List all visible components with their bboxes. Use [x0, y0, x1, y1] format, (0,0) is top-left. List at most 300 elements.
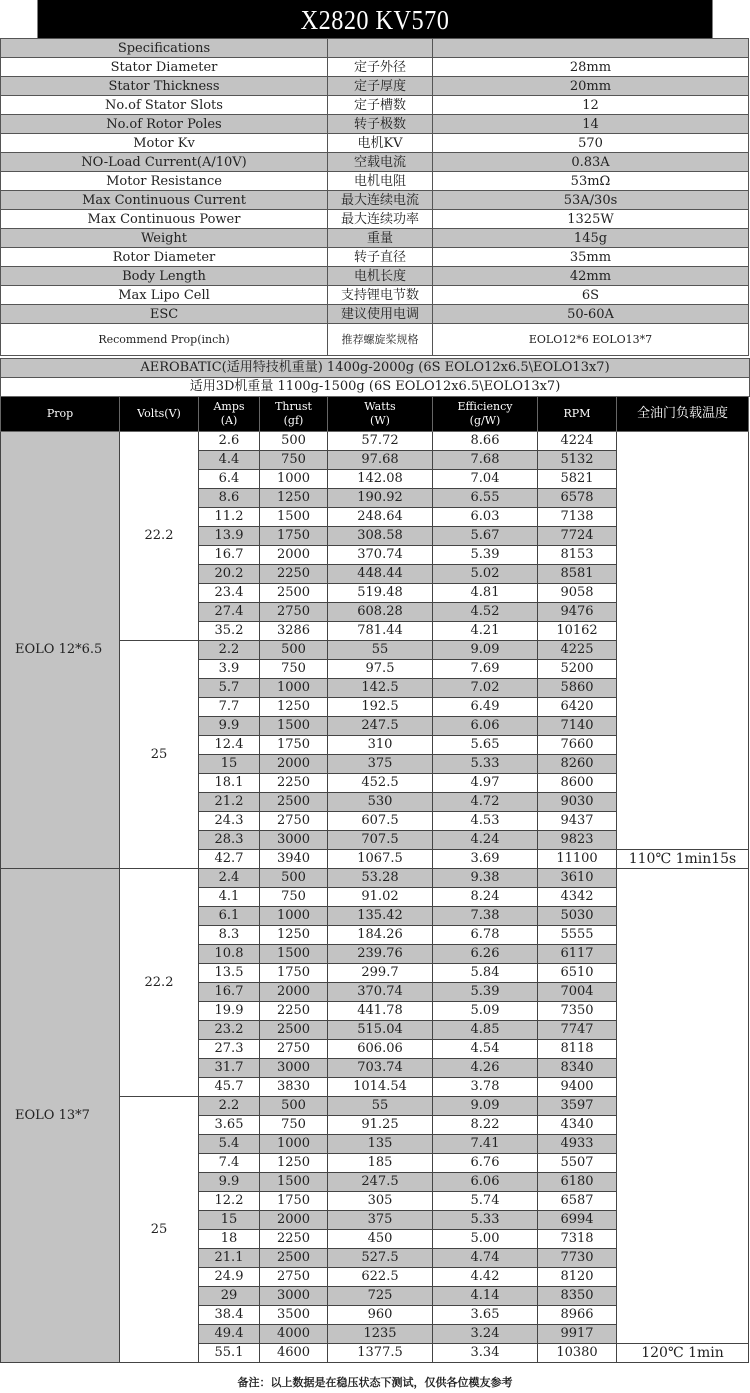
watts-cell: 135 — [328, 1135, 433, 1154]
thrust-cell: 3000 — [260, 831, 328, 850]
rpm-cell: 4342 — [538, 888, 617, 907]
efficiency-cell: 7.68 — [433, 451, 538, 470]
rpm-cell: 7724 — [538, 527, 617, 546]
watts-cell: 57.72 — [328, 432, 433, 451]
efficiency-cell: 5.33 — [433, 1211, 538, 1230]
watts-cell: 375 — [328, 1211, 433, 1230]
rpm-cell: 10380 — [538, 1344, 617, 1363]
thrust-cell: 3940 — [260, 850, 328, 869]
spec-row — [1, 248, 749, 267]
thrust-cell: 2500 — [260, 584, 328, 603]
amps-cell: 13.9 — [199, 527, 260, 546]
spec-label-en: Motor Kv — [1, 134, 328, 153]
spec-row — [1, 191, 749, 210]
amps-cell: 21.2 — [199, 793, 260, 812]
performance-table — [0, 396, 749, 1363]
watts-cell: 97.68 — [328, 451, 433, 470]
spec-label-en: No.of Stator Slots — [1, 96, 328, 115]
watts-cell: 707.5 — [328, 831, 433, 850]
watts-cell: 448.44 — [328, 565, 433, 584]
spec-value: 53A/30s — [433, 191, 749, 210]
thrust-cell: 1750 — [260, 1192, 328, 1211]
amps-cell: 18 — [199, 1230, 260, 1249]
thrust-cell: 3000 — [260, 1059, 328, 1078]
watts-cell: 97.5 — [328, 660, 433, 679]
efficiency-cell: 4.81 — [433, 584, 538, 603]
watts-cell: 519.48 — [328, 584, 433, 603]
watts-cell: 608.28 — [328, 603, 433, 622]
rpm-cell: 9400 — [538, 1078, 617, 1097]
spec-label-en: Max Continuous Power — [1, 210, 328, 229]
amps-cell: 42.7 — [199, 850, 260, 869]
spec-label-en: Stator Thickness — [1, 77, 328, 96]
amps-cell: 2.4 — [199, 869, 260, 888]
efficiency-cell: 6.06 — [433, 1173, 538, 1192]
amps-cell: 24.3 — [199, 812, 260, 831]
efficiency-cell: 5.65 — [433, 736, 538, 755]
efficiency-cell: 6.03 — [433, 508, 538, 527]
col-header-volts: Volts(V) — [120, 397, 199, 432]
watts-cell: 55 — [328, 641, 433, 660]
watts-cell: 248.64 — [328, 508, 433, 527]
watts-cell: 142.5 — [328, 679, 433, 698]
thrust-cell: 1250 — [260, 926, 328, 945]
spec-label-en: Max Lipo Cell — [1, 286, 328, 305]
rpm-cell: 4340 — [538, 1116, 617, 1135]
spec-value: 1325W — [433, 210, 749, 229]
thrust-cell: 1000 — [260, 679, 328, 698]
efficiency-cell: 8.66 — [433, 432, 538, 451]
spec-label-cn: 定子厚度 — [328, 77, 433, 96]
watts-cell: 53.28 — [328, 869, 433, 888]
spec-label-en: Recommend Prop(inch) — [1, 324, 328, 356]
amps-cell: 21.1 — [199, 1249, 260, 1268]
rpm-cell: 6180 — [538, 1173, 617, 1192]
amps-cell: 2.2 — [199, 641, 260, 660]
spec-row — [1, 115, 749, 134]
efficiency-cell: 5.09 — [433, 1002, 538, 1021]
spec-label-cn: 重量 — [328, 229, 433, 248]
rpm-cell: 7004 — [538, 983, 617, 1002]
spec-row-recommend-prop — [1, 324, 749, 356]
amps-cell: 11.2 — [199, 508, 260, 527]
spec-label-cn: 电机电阻 — [328, 172, 433, 191]
watts-cell: 239.76 — [328, 945, 433, 964]
spec-label-cn: 转子直径 — [328, 248, 433, 267]
efficiency-cell: 3.69 — [433, 850, 538, 869]
thrust-cell: 750 — [260, 451, 328, 470]
spec-label-cn: 定子槽数 — [328, 96, 433, 115]
rpm-cell: 5030 — [538, 907, 617, 926]
rpm-cell: 5821 — [538, 470, 617, 489]
watts-cell: 370.74 — [328, 546, 433, 565]
efficiency-cell: 6.76 — [433, 1154, 538, 1173]
spec-row — [1, 305, 749, 324]
amps-cell: 15 — [199, 1211, 260, 1230]
amps-cell: 27.4 — [199, 603, 260, 622]
rpm-cell: 10162 — [538, 622, 617, 641]
thrust-cell: 2250 — [260, 1230, 328, 1249]
efficiency-cell: 5.74 — [433, 1192, 538, 1211]
spec-row — [1, 96, 749, 115]
efficiency-cell: 9.38 — [433, 869, 538, 888]
rpm-cell: 8260 — [538, 755, 617, 774]
watts-cell: 185 — [328, 1154, 433, 1173]
amps-cell: 18.1 — [199, 774, 260, 793]
temp-cell: 120℃ 1min — [617, 1344, 749, 1363]
amps-cell: 15 — [199, 755, 260, 774]
amps-cell: 9.9 — [199, 717, 260, 736]
efficiency-cell: 8.24 — [433, 888, 538, 907]
spec-value: 6S — [433, 286, 749, 305]
thrust-cell: 1000 — [260, 470, 328, 489]
rpm-cell: 7660 — [538, 736, 617, 755]
efficiency-cell: 5.00 — [433, 1230, 538, 1249]
watts-cell: 515.04 — [328, 1021, 433, 1040]
rpm-cell: 8153 — [538, 546, 617, 565]
spec-value: 570 — [433, 134, 749, 153]
spec-row — [1, 134, 749, 153]
rpm-cell: 9058 — [538, 584, 617, 603]
watts-cell: 607.5 — [328, 812, 433, 831]
thrust-cell: 2000 — [260, 983, 328, 1002]
thrust-cell: 2250 — [260, 565, 328, 584]
watts-cell: 530 — [328, 793, 433, 812]
spec-value: 14 — [433, 115, 749, 134]
amps-cell: 16.7 — [199, 546, 260, 565]
watts-cell: 370.74 — [328, 983, 433, 1002]
thrust-cell: 1250 — [260, 1154, 328, 1173]
thrust-cell: 1500 — [260, 717, 328, 736]
col-header-prop: Prop — [1, 397, 120, 432]
amps-cell: 4.1 — [199, 888, 260, 907]
spec-label-cn: 最大连续电流 — [328, 191, 433, 210]
thrust-cell: 3000 — [260, 1287, 328, 1306]
amps-cell: 35.2 — [199, 622, 260, 641]
spec-label-en: Body Length — [1, 267, 328, 286]
thrust-cell: 3500 — [260, 1306, 328, 1325]
thrust-cell: 1750 — [260, 736, 328, 755]
thrust-cell: 1500 — [260, 1173, 328, 1192]
thrust-cell: 2500 — [260, 1021, 328, 1040]
rpm-cell: 8350 — [538, 1287, 617, 1306]
amps-cell: 19.9 — [199, 1002, 260, 1021]
spec-value: 0.83A — [433, 153, 749, 172]
3d-weight-line: 适用3D机重量 1100g-1500g (6S EOLO12x6.5\EOLO13x7) — [0, 377, 750, 397]
efficiency-cell: 3.78 — [433, 1078, 538, 1097]
temp-cell-empty — [617, 432, 749, 850]
efficiency-cell: 5.39 — [433, 983, 538, 1002]
spec-row — [1, 58, 749, 77]
watts-cell: 135.42 — [328, 907, 433, 926]
amps-cell: 6.4 — [199, 470, 260, 489]
spec-value: 50-60A — [433, 305, 749, 324]
rpm-cell: 9823 — [538, 831, 617, 850]
temp-cell-empty — [617, 869, 749, 1344]
thrust-cell: 2750 — [260, 1268, 328, 1287]
thrust-cell: 750 — [260, 1116, 328, 1135]
rpm-cell: 6578 — [538, 489, 617, 508]
col-header-amps: Amps (A) — [199, 397, 260, 432]
watts-cell: 91.02 — [328, 888, 433, 907]
spec-value: 145g — [433, 229, 749, 248]
thrust-cell: 500 — [260, 432, 328, 451]
thrust-cell: 2000 — [260, 755, 328, 774]
watts-cell: 1235 — [328, 1325, 433, 1344]
efficiency-cell: 7.02 — [433, 679, 538, 698]
efficiency-cell: 3.65 — [433, 1306, 538, 1325]
spec-value: 53mΩ — [433, 172, 749, 191]
efficiency-cell: 4.52 — [433, 603, 538, 622]
thrust-cell: 1000 — [260, 1135, 328, 1154]
watts-cell: 91.25 — [328, 1116, 433, 1135]
amps-cell: 29 — [199, 1287, 260, 1306]
efficiency-cell: 4.85 — [433, 1021, 538, 1040]
temp-cell: 110℃ 1min15s — [617, 850, 749, 869]
volts-cell: 22.2 — [120, 432, 199, 641]
thrust-cell: 4600 — [260, 1344, 328, 1363]
watts-cell: 622.5 — [328, 1268, 433, 1287]
thrust-cell: 750 — [260, 888, 328, 907]
watts-cell: 441.78 — [328, 1002, 433, 1021]
efficiency-cell: 5.33 — [433, 755, 538, 774]
thrust-cell: 1750 — [260, 964, 328, 983]
col-header-thrust: Thrust (gf) — [260, 397, 328, 432]
spec-label-en: No.of Rotor Poles — [1, 115, 328, 134]
amps-cell: 9.9 — [199, 1173, 260, 1192]
amps-cell: 3.9 — [199, 660, 260, 679]
thrust-cell: 2750 — [260, 812, 328, 831]
spec-label-cn: 最大连续功率 — [328, 210, 433, 229]
watts-cell: 305 — [328, 1192, 433, 1211]
efficiency-cell: 4.24 — [433, 831, 538, 850]
spec-row — [1, 286, 749, 305]
amps-cell: 2.2 — [199, 1097, 260, 1116]
amps-cell: 31.7 — [199, 1059, 260, 1078]
spec-header-value — [433, 39, 749, 58]
thrust-cell: 1500 — [260, 945, 328, 964]
watts-cell: 184.26 — [328, 926, 433, 945]
prop-cell: EOLO 13*7 — [1, 869, 120, 1363]
spec-label-en: NO-Load Current(A/10V) — [1, 153, 328, 172]
efficiency-cell: 7.69 — [433, 660, 538, 679]
efficiency-cell: 6.49 — [433, 698, 538, 717]
watts-cell: 190.92 — [328, 489, 433, 508]
rpm-cell: 8340 — [538, 1059, 617, 1078]
thrust-cell: 3830 — [260, 1078, 328, 1097]
rpm-cell: 4933 — [538, 1135, 617, 1154]
spec-value: 42mm — [433, 267, 749, 286]
amps-cell: 3.65 — [199, 1116, 260, 1135]
rpm-cell: 6510 — [538, 964, 617, 983]
aerobatic-weight-line: AEROBATIC(适用特技机重量) 1400g-2000g (6S EOLO12x6.5\EOLO13x7) — [0, 358, 750, 378]
rpm-cell: 8966 — [538, 1306, 617, 1325]
spec-value: 20mm — [433, 77, 749, 96]
watts-cell: 960 — [328, 1306, 433, 1325]
rpm-cell: 6994 — [538, 1211, 617, 1230]
rpm-cell: 8120 — [538, 1268, 617, 1287]
col-header-efficiency: Efficiency (g/W) — [433, 397, 538, 432]
watts-cell: 1377.5 — [328, 1344, 433, 1363]
efficiency-cell: 4.53 — [433, 812, 538, 831]
spec-label-cn: 建议使用电调 — [328, 305, 433, 324]
watts-cell: 725 — [328, 1287, 433, 1306]
thrust-cell: 2250 — [260, 774, 328, 793]
spec-label-en: ESC — [1, 305, 328, 324]
spec-value: 35mm — [433, 248, 749, 267]
watts-cell: 247.5 — [328, 1173, 433, 1192]
efficiency-cell: 3.34 — [433, 1344, 538, 1363]
col-header-watts: Watts (W) — [328, 397, 433, 432]
amps-cell: 8.6 — [199, 489, 260, 508]
amps-cell: 27.3 — [199, 1040, 260, 1059]
amps-cell: 5.4 — [199, 1135, 260, 1154]
amps-cell: 24.9 — [199, 1268, 260, 1287]
watts-cell: 1067.5 — [328, 850, 433, 869]
efficiency-cell: 5.39 — [433, 546, 538, 565]
rpm-cell: 7140 — [538, 717, 617, 736]
amps-cell: 45.7 — [199, 1078, 260, 1097]
spec-label-cn: 转子极数 — [328, 115, 433, 134]
rpm-cell: 11100 — [538, 850, 617, 869]
volts-cell: 25 — [120, 1097, 199, 1363]
thrust-cell: 3286 — [260, 622, 328, 641]
rpm-cell: 9917 — [538, 1325, 617, 1344]
thrust-cell: 1250 — [260, 489, 328, 508]
efficiency-cell: 6.78 — [433, 926, 538, 945]
amps-cell: 49.4 — [199, 1325, 260, 1344]
amps-cell: 10.8 — [199, 945, 260, 964]
spec-header-row — [1, 39, 749, 58]
rpm-cell: 9030 — [538, 793, 617, 812]
rpm-cell: 8600 — [538, 774, 617, 793]
spec-label-cn: 支持锂电节数 — [328, 286, 433, 305]
efficiency-cell: 5.67 — [433, 527, 538, 546]
spec-value: EOLO12*6 EOLO13*7 — [433, 324, 749, 356]
volts-cell: 22.2 — [120, 869, 199, 1097]
rpm-cell: 7138 — [538, 508, 617, 527]
volts-cell: 25 — [120, 641, 199, 869]
spec-row — [1, 267, 749, 286]
thrust-cell: 2000 — [260, 1211, 328, 1230]
thrust-cell: 1750 — [260, 527, 328, 546]
amps-cell: 4.4 — [199, 451, 260, 470]
efficiency-cell: 5.84 — [433, 964, 538, 983]
spec-row — [1, 77, 749, 96]
efficiency-cell: 4.54 — [433, 1040, 538, 1059]
prop-cell: EOLO 12*6.5 — [1, 432, 120, 869]
efficiency-cell: 9.09 — [433, 1097, 538, 1116]
thrust-cell: 500 — [260, 869, 328, 888]
amps-cell: 12.4 — [199, 736, 260, 755]
watts-cell: 310 — [328, 736, 433, 755]
rpm-cell: 7350 — [538, 1002, 617, 1021]
amps-cell: 8.3 — [199, 926, 260, 945]
amps-cell: 7.7 — [199, 698, 260, 717]
amps-cell: 5.7 — [199, 679, 260, 698]
thrust-cell: 2750 — [260, 603, 328, 622]
col-header-temperature: 全油门负载温度 — [617, 397, 749, 432]
efficiency-cell: 4.97 — [433, 774, 538, 793]
rpm-cell: 5555 — [538, 926, 617, 945]
efficiency-cell: 3.24 — [433, 1325, 538, 1344]
spec-label-en: Rotor Diameter — [1, 248, 328, 267]
watts-cell: 1014.54 — [328, 1078, 433, 1097]
spec-label-en: Weight — [1, 229, 328, 248]
thrust-cell: 1000 — [260, 907, 328, 926]
watts-cell: 55 — [328, 1097, 433, 1116]
amps-cell: 6.1 — [199, 907, 260, 926]
watts-cell: 606.06 — [328, 1040, 433, 1059]
thrust-cell: 2000 — [260, 546, 328, 565]
rpm-cell: 6587 — [538, 1192, 617, 1211]
efficiency-cell: 4.21 — [433, 622, 538, 641]
spec-label-cn: 电机长度 — [328, 267, 433, 286]
rpm-cell: 5200 — [538, 660, 617, 679]
watts-cell: 781.44 — [328, 622, 433, 641]
spec-value: 28mm — [433, 58, 749, 77]
spec-label-cn: 空载电流 — [328, 153, 433, 172]
specifications-table — [0, 38, 749, 356]
rpm-cell: 6420 — [538, 698, 617, 717]
thrust-cell: 1250 — [260, 698, 328, 717]
rpm-cell: 9437 — [538, 812, 617, 831]
efficiency-cell: 6.26 — [433, 945, 538, 964]
efficiency-cell: 6.06 — [433, 717, 538, 736]
efficiency-cell: 4.26 — [433, 1059, 538, 1078]
efficiency-cell: 7.38 — [433, 907, 538, 926]
watts-cell: 450 — [328, 1230, 433, 1249]
rpm-cell: 4225 — [538, 641, 617, 660]
spec-label-en: Stator Diameter — [1, 58, 328, 77]
thrust-cell: 500 — [260, 641, 328, 660]
amps-cell: 16.7 — [199, 983, 260, 1002]
rpm-cell: 8581 — [538, 565, 617, 584]
spec-row — [1, 172, 749, 191]
spec-label-en: Motor Resistance — [1, 172, 328, 191]
rpm-cell: 5507 — [538, 1154, 617, 1173]
table-row — [1, 869, 749, 888]
rpm-cell: 4224 — [538, 432, 617, 451]
rpm-cell: 7747 — [538, 1021, 617, 1040]
spec-value: 12 — [433, 96, 749, 115]
thrust-cell: 2750 — [260, 1040, 328, 1059]
spec-label-cn: 推荐螺旋桨规格 — [328, 324, 433, 356]
amps-cell: 7.4 — [199, 1154, 260, 1173]
footnote: 备注：以上数据是在稳压状态下测试，仅供各位模友参考 — [237, 1376, 513, 1389]
table-header-row — [1, 397, 749, 432]
efficiency-cell: 9.09 — [433, 641, 538, 660]
efficiency-cell: 8.22 — [433, 1116, 538, 1135]
efficiency-cell: 4.72 — [433, 793, 538, 812]
rpm-cell: 5860 — [538, 679, 617, 698]
efficiency-cell: 7.04 — [433, 470, 538, 489]
amps-cell: 20.2 — [199, 565, 260, 584]
amps-cell: 12.2 — [199, 1192, 260, 1211]
amps-cell: 38.4 — [199, 1306, 260, 1325]
col-header-rpm: RPM — [538, 397, 617, 432]
rpm-cell: 6117 — [538, 945, 617, 964]
watts-cell: 142.08 — [328, 470, 433, 489]
spec-row — [1, 153, 749, 172]
rpm-cell: 3610 — [538, 869, 617, 888]
spec-label-en: Max Continuous Current — [1, 191, 328, 210]
efficiency-cell: 4.74 — [433, 1249, 538, 1268]
watts-cell: 375 — [328, 755, 433, 774]
thrust-cell: 500 — [260, 1097, 328, 1116]
watts-cell: 308.58 — [328, 527, 433, 546]
efficiency-cell: 5.02 — [433, 565, 538, 584]
